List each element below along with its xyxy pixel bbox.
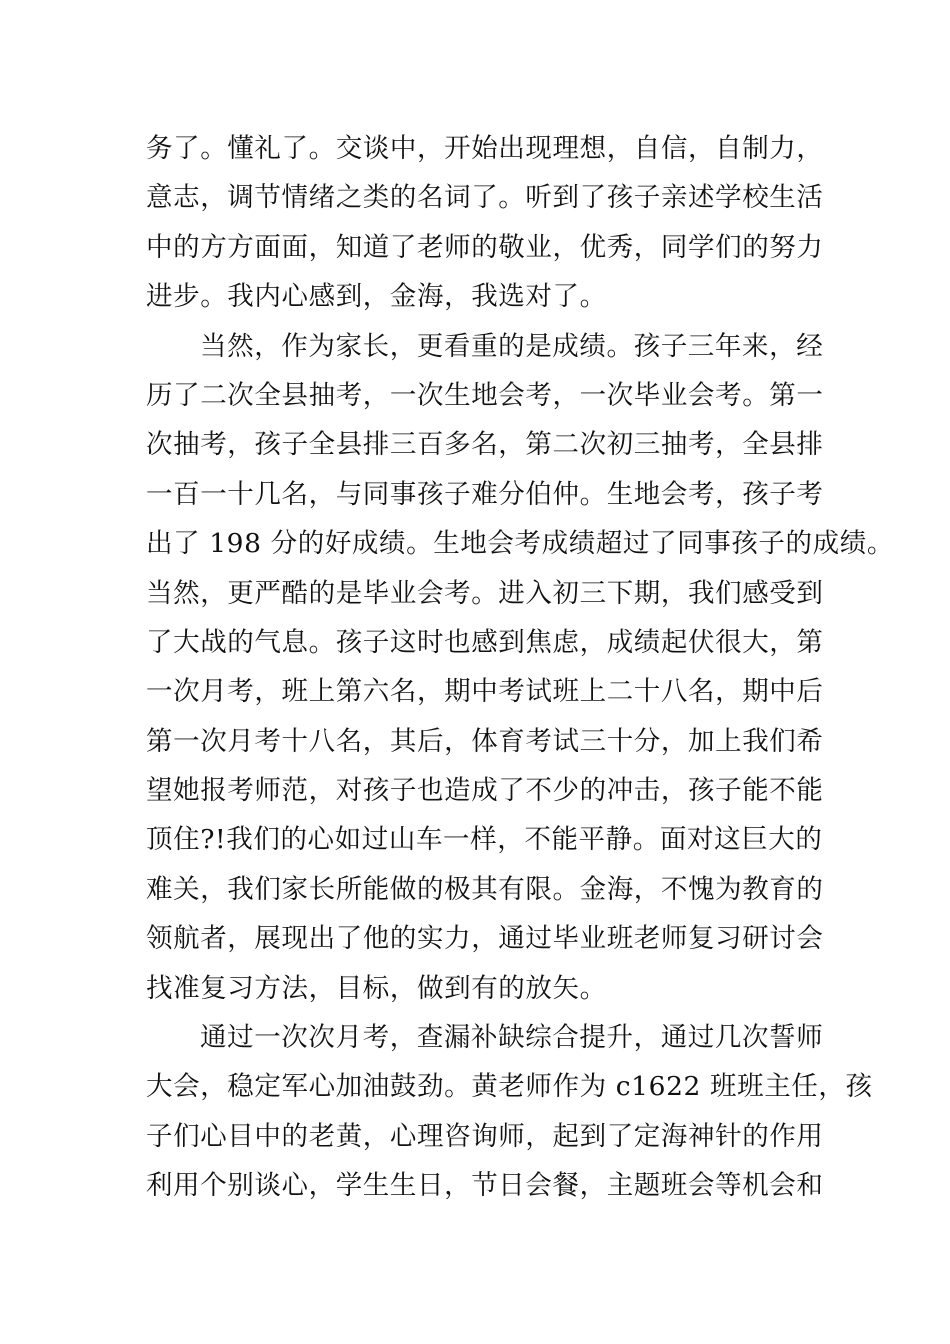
text-line: 当然，作为家长，更看重的是成绩。孩子三年来，经 [200,330,824,362]
text-line: 当然，更严酷的是毕业会考。进入初三下期，我们感受到 [146,577,824,609]
text-line: 中的方方面面，知道了老师的敬业，优秀，同学们的努力 [146,231,824,263]
text-line: 第一次月考十八名，其后，体育考试三十分，加上我们希 [146,725,824,757]
text-line: 子们心目中的老黄，心理咨询师，起到了定海神针的作用 [146,1120,824,1152]
text-line: 大会，稳定军心加油鼓劲。黄老师作为 c1622 班班主任，孩 [146,1071,873,1103]
text-line: 望她报考师范，对孩子也造成了不少的冲击，孩子能不能 [146,775,824,807]
text-line: 顶住?!我们的心如过山车一样，不能平静。面对这巨大的 [146,824,823,856]
text-line: 一次月考，班上第六名，期中考试班上二十八名，期中后 [146,676,824,708]
text-line: 历了二次全县抽考，一次生地会考，一次毕业会考。第一 [146,379,824,411]
text-line: 意志，调节情绪之类的名词了。听到了孩子亲述学校生活 [146,182,824,214]
text-line: 领航者，展现出了他的实力，通过毕业班老师复习研讨会 [146,923,824,955]
text-line: 了大战的气息。孩子这时也感到焦虑，成绩起伏很大，第 [146,626,824,658]
text-line: 通过一次次月考，查漏补缺综合提升，通过几次誓师 [200,1022,824,1054]
text-line: 次抽考，孩子全县排三百多名，第二次初三抽考，全县排 [146,429,824,461]
text-line: 一百一十几名，与同事孩子难分伯仲。生地会考，孩子考 [146,478,824,510]
text-line: 进步。我内心感到，金海，我选对了。 [146,281,607,313]
text-line: 务了。懂礼了。交谈中，开始出现理想，自信，自制力， [146,133,824,164]
text-line: 利用个别谈心，学生生日，节日会餐，主题班会等机会和 [146,1170,824,1202]
text-line: 出了 198 分的好成绩。生地会考成绩超过了同事孩子的成绩。 [146,528,894,560]
text-line: 难关，我们家长所能做的极其有限。金海，不愧为教育的 [146,873,824,905]
text-line: 找准复习方法，目标，做到有的放矢。 [146,972,607,1004]
body-text [146,124,894,1211]
